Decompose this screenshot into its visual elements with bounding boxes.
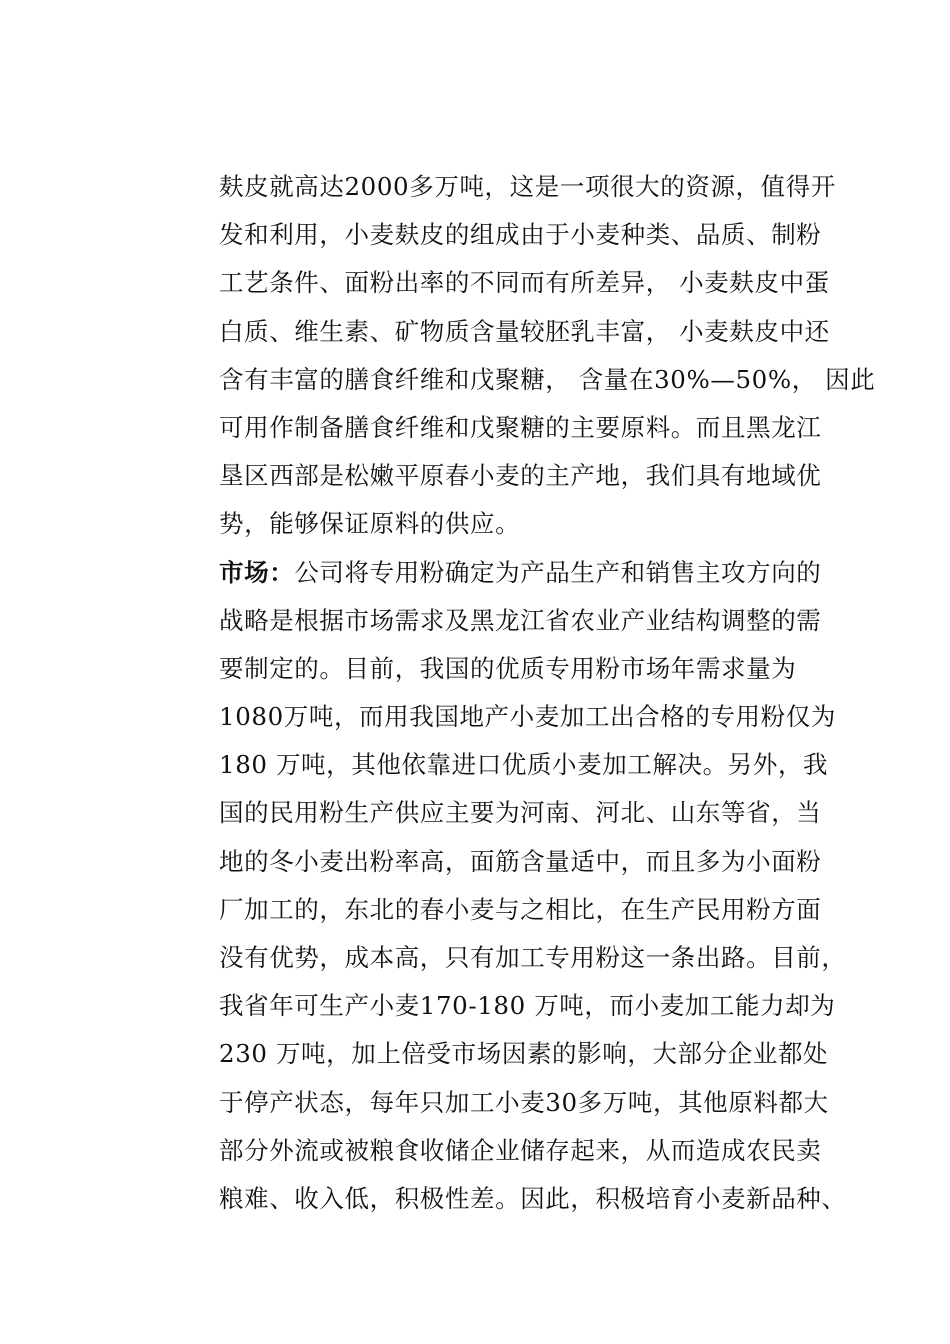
paragraph-line: 1080万吨，而用我国地产小麦加工出合格的专用粉仅为: [219, 702, 836, 732]
paragraph-line: 麸皮就高达2000多万吨，这是一项很大的资源，值得开: [219, 172, 836, 201]
paragraph-line: 可用作制备膳食纤维和戊聚糖的主要原料。而且黑龙江: [219, 412, 822, 442]
paragraph-line: 180 万吨，其他依靠进口优质小麦加工解决。另外，我: [219, 750, 829, 780]
paragraph-line: 工艺条件、面粉出率的不同而有所差异， 小麦麸皮中蛋: [219, 268, 830, 298]
paragraph-line: 没有优势，成本高，只有加工专用粉这一条出路。目前，: [219, 943, 847, 972]
paragraph-line: 粮难、收入低，积极性差。因此，积极培育小麦新品种、: [219, 1183, 847, 1213]
paragraph-line: 含有丰富的膳食纤维和戊聚糖， 含量在30%—50%， 因此: [219, 364, 876, 394]
market-first-line-text: 公司将专用粉确定为产品生产和销售主攻方向的: [294, 557, 822, 587]
paragraph-line: 于停产状态，每年只加工小麦30多万吨，其他原料都大: [219, 1087, 829, 1117]
paragraph-line: 战略是根据市场需求及黑龙江省农业产业结构调整的需: [219, 605, 822, 635]
market-heading-line: [219, 549, 859, 597]
paragraph-line: 垦区西部是松嫩平原春小麦的主产地，我们具有地域优: [219, 461, 822, 491]
paragraph-line: 国的民用粉生产供应主要为河南、河北、山东等省，当: [219, 798, 822, 828]
paragraph-line: 我省年可生产小麦170-180 万吨，而小麦加工能力却为: [219, 991, 836, 1021]
paragraph-line: 230 万吨，加上倍受市场因素的影响，大部分企业都处: [219, 1039, 829, 1069]
paragraph-line: 地的冬小麦出粉率高，面筋含量适中，而且多为小面粉: [219, 846, 822, 876]
market-label: 市场：: [219, 557, 295, 587]
paragraph-line: 部分外流或被粮食收储企业储存起来，从而造成农民卖: [219, 1135, 822, 1165]
paragraph-line: 发和利用，小麦麸皮的组成由于小麦种类、品质、制粉: [219, 220, 822, 250]
paragraph-line: 厂加工的，东北的春小麦与之相比，在生产民用粉方面: [219, 894, 822, 924]
paragraph-line: 势，能够保证原料的供应。: [219, 509, 521, 539]
paragraph-line: 要制定的。目前，我国的优质专用粉市场年需求量为: [219, 653, 797, 683]
paragraph-line: 白质、维生素、矿物质含量较胚乳丰富， 小麦麸皮中还: [219, 316, 830, 346]
body-text: [219, 163, 876, 1223]
